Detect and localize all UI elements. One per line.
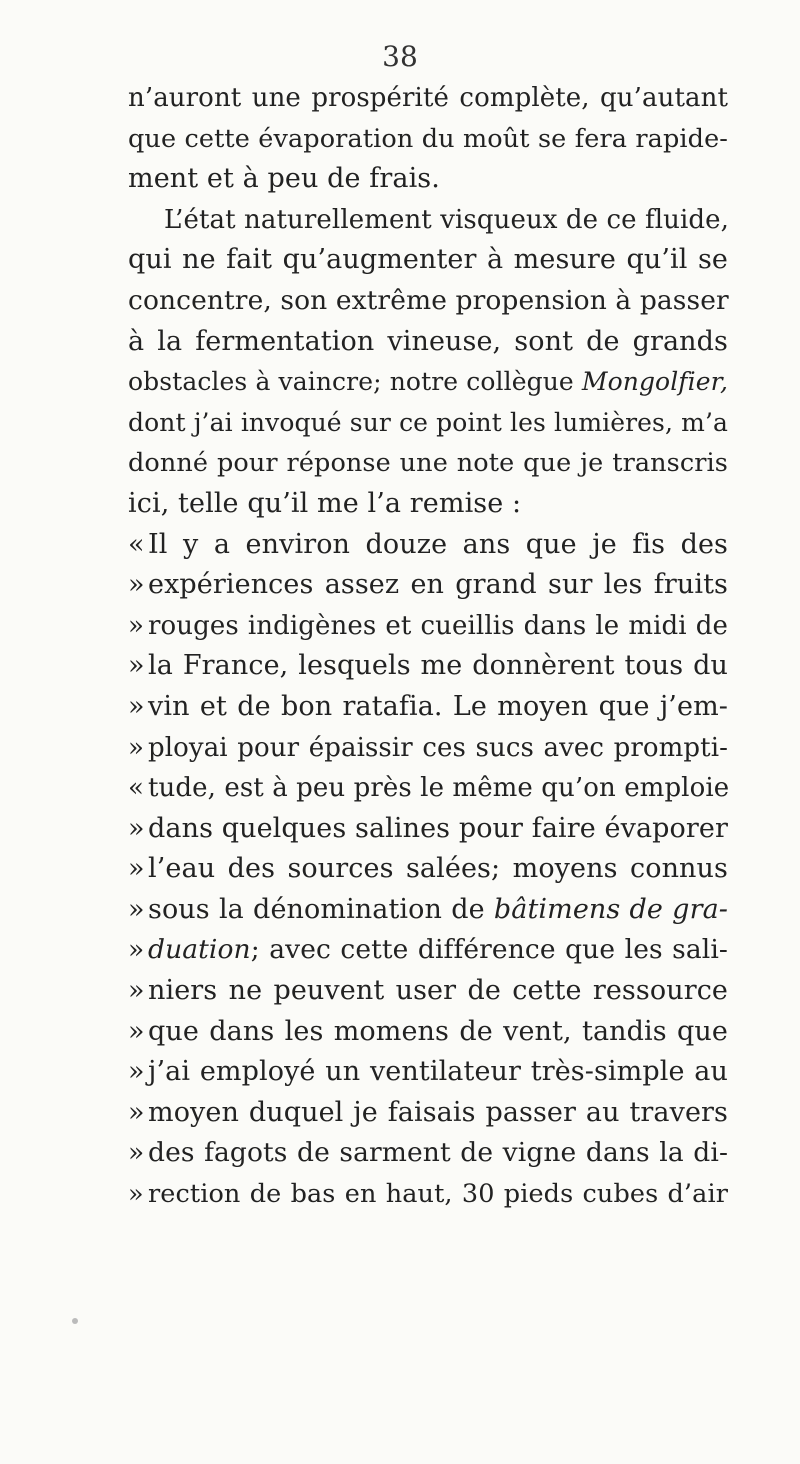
line-text: ; avec cette différence que les sali- (250, 934, 728, 966)
text-line (128, 484, 728, 525)
line-text: expériences assez en grand sur les fruits (148, 569, 728, 601)
text-line (128, 930, 728, 971)
italic-term: Mongolfier, (581, 367, 728, 397)
text-line (128, 646, 728, 687)
quote-mark: « (128, 528, 145, 560)
text-line (128, 890, 728, 931)
text-line (128, 1133, 728, 1174)
quote-mark: » (128, 569, 145, 601)
italic-term: duation (148, 934, 251, 966)
text-line (128, 606, 728, 647)
line-text: rouges indigènes et cueillis dans le midi de (148, 610, 728, 641)
line-text: rection de bas en haut, 30 pieds cubes d’air (148, 1179, 728, 1210)
text-line (128, 768, 728, 809)
text-line (128, 281, 728, 322)
line-text: n’auront une prospérité complète, qu’autant (128, 83, 728, 113)
line-text: dans quelques salines pour faire évaporer (148, 812, 728, 844)
body-text (128, 78, 728, 1215)
line-text: sous la dénomination de (148, 893, 485, 925)
text-line (128, 240, 728, 281)
text-line (128, 728, 728, 769)
line-text: ployai pour épaissir ces sucs avec prompti- (148, 732, 728, 763)
text-line (128, 971, 728, 1012)
line-text: niers ne peuvent user de cette ressource (148, 975, 728, 1007)
text-line (128, 1052, 728, 1093)
italic-term: bâtimens de gra- (493, 893, 728, 925)
quote-mark: » (128, 1096, 145, 1128)
quote-mark: » (128, 1137, 145, 1169)
text-line (128, 1012, 728, 1053)
quote-mark: » (128, 1056, 145, 1088)
text-line (128, 119, 728, 160)
text-line (128, 809, 728, 850)
line-text: L’état naturellement visqueux de ce fluide, (164, 204, 730, 235)
line-text: qui ne fait qu’augmenter à mesure qu’il se (128, 244, 728, 276)
line-text: j’ai employé un ventilateur très-simple au (148, 1056, 728, 1088)
text-line (128, 1174, 728, 1215)
text-line (128, 1093, 728, 1134)
quote-mark: » (128, 732, 145, 763)
text-line (128, 200, 728, 241)
quote-mark: « (128, 773, 145, 804)
margin-speck (72, 1318, 78, 1324)
line-text: vin et de bon ratafia. Le moyen que j’em- (148, 690, 728, 722)
line-text: Il y a environ douze ans que je fis des (148, 528, 728, 560)
line-text: à la fermentation vineuse, sont de grands (128, 325, 728, 357)
text-line (128, 687, 728, 728)
quote-mark: » (128, 975, 145, 1007)
line-text: tude, est à peu près le même qu’on emploie (148, 773, 730, 804)
line-text: que dans les momens de vent, tandis que (148, 1015, 728, 1047)
text-line (128, 565, 728, 606)
text-line (128, 849, 728, 890)
line-text: donné pour réponse une note que je transcris (128, 448, 728, 479)
text-line (128, 443, 728, 484)
quote-mark: » (128, 934, 145, 966)
text-line (128, 525, 728, 566)
line-text: dont j’ai invoqué sur ce point les lumières, m’a (128, 407, 728, 437)
text-line (128, 78, 728, 119)
quote-mark: » (128, 893, 145, 925)
quote-mark: » (128, 1015, 145, 1047)
text-line (128, 159, 728, 200)
text-line (128, 322, 728, 363)
text-line (128, 362, 728, 403)
line-text: concentre, son extrême propension à passer (128, 284, 729, 316)
line-text: moyen duquel je faisais passer au travers (148, 1096, 728, 1128)
line-text: l’eau des sources salées; moyens connus (148, 853, 728, 885)
line-text: que cette évaporation du moût se fera rapide- (128, 123, 728, 154)
text-line (128, 403, 728, 444)
line-text: des fagots de sarment de vigne dans la di- (148, 1137, 728, 1169)
line-text: ici, telle qu’il me l’a remise : (128, 487, 522, 519)
quote-mark: » (128, 812, 145, 844)
quote-mark: » (128, 690, 145, 722)
line-text: obstacles à vaincre; notre collègue (128, 367, 574, 397)
quote-mark: » (128, 610, 145, 641)
page-number: 38 (382, 40, 418, 73)
quote-mark: » (128, 650, 145, 682)
line-text: ment et à peu de frais. (128, 163, 440, 195)
line-text: la France, lesquels me donnèrent tous du (148, 650, 728, 682)
quote-mark: » (128, 1179, 144, 1210)
quote-mark: » (128, 853, 145, 885)
